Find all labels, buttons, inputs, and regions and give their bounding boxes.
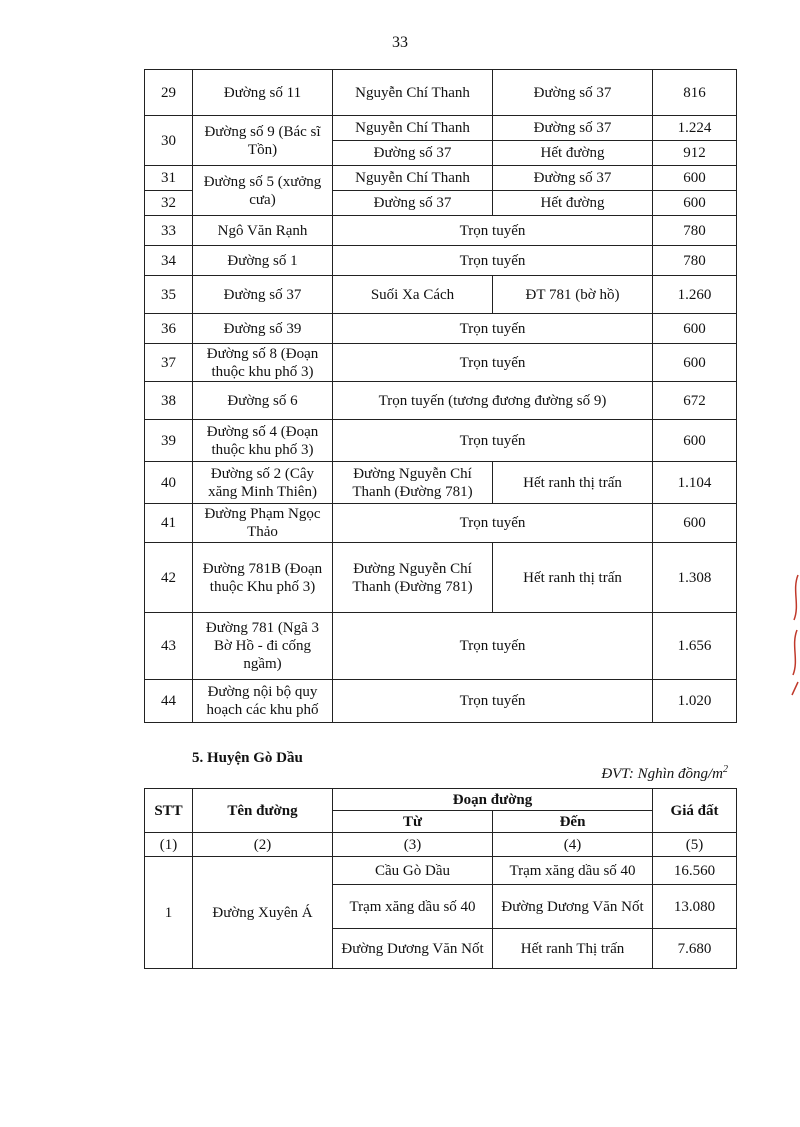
to-cell: Hết ranh thị trấn xyxy=(493,543,653,613)
stt-cell: 1 xyxy=(145,857,193,969)
segment-full-cell: Trọn tuyến xyxy=(333,680,653,723)
stt-cell: 42 xyxy=(145,543,193,613)
segment-full-cell: Trọn tuyến xyxy=(333,613,653,680)
price-cell: 672 xyxy=(653,382,737,420)
unit-label xyxy=(601,764,728,783)
price-cell: 1.224 xyxy=(653,116,737,141)
unit-text: ĐVT: Nghìn đồng/m xyxy=(601,766,723,782)
table-row xyxy=(145,857,737,885)
from-cell: Đường số 37 xyxy=(333,141,493,166)
table-row xyxy=(145,382,737,420)
to-cell: Đường số 37 xyxy=(493,116,653,141)
stt-cell: 30 xyxy=(145,116,193,166)
price-cell: 1.104 xyxy=(653,462,737,504)
road-name-cell: Đường số 37 xyxy=(193,276,333,314)
road-name-cell: Đường số 6 xyxy=(193,382,333,420)
road-name-cell: Đường số 8 (Đoạn thuộc khu phố 3) xyxy=(193,344,333,382)
road-name-cell: Đường Xuyên Á xyxy=(193,857,333,969)
to-cell: Hết đường xyxy=(493,191,653,216)
road-name-cell: Đường số 5 (xưởng cưa) xyxy=(193,166,333,216)
to-cell: Đường số 37 xyxy=(493,166,653,191)
segment-full-cell: Trọn tuyến xyxy=(333,504,653,543)
stt-cell: 29 xyxy=(145,70,193,116)
from-cell: Nguyễn Chí Thanh xyxy=(333,166,493,191)
header-to: Đến xyxy=(493,811,653,833)
segment-full-cell: Trọn tuyến xyxy=(333,420,653,462)
go-dau-land-price-table xyxy=(144,788,737,969)
table-row xyxy=(145,70,737,116)
header-from: Từ xyxy=(333,811,493,833)
table-row xyxy=(145,462,737,504)
index-cell: (1) xyxy=(145,833,193,857)
from-cell: Đường Dương Văn Nốt xyxy=(333,929,493,969)
road-name-cell: Đường số 1 xyxy=(193,246,333,276)
index-row xyxy=(145,833,737,857)
header-segment: Đoạn đường xyxy=(333,789,653,811)
red-stamp-edge xyxy=(788,570,800,700)
segment-full-cell: Trọn tuyến xyxy=(333,344,653,382)
road-name-cell: Đường Phạm Ngọc Thảo xyxy=(193,504,333,543)
price-cell: 600 xyxy=(653,191,737,216)
stt-cell: 43 xyxy=(145,613,193,680)
header-stt: STT xyxy=(145,789,193,833)
price-cell: 16.560 xyxy=(653,857,737,885)
stt-cell: 44 xyxy=(145,680,193,723)
price-cell: 600 xyxy=(653,420,737,462)
price-cell: 816 xyxy=(653,70,737,116)
from-cell: Cầu Gò Dầu xyxy=(333,857,493,885)
table-row xyxy=(145,216,737,246)
section-title: 5. Huyện Gò Dầu xyxy=(192,750,303,766)
table-row xyxy=(145,246,737,276)
index-cell: (3) xyxy=(333,833,493,857)
price-cell: 600 xyxy=(653,344,737,382)
stt-cell: 40 xyxy=(145,462,193,504)
stt-cell: 33 xyxy=(145,216,193,246)
table-row xyxy=(145,680,737,723)
stt-cell: 32 xyxy=(145,191,193,216)
stt-cell: 35 xyxy=(145,276,193,314)
price-cell: 600 xyxy=(653,314,737,344)
to-cell: Hết đường xyxy=(493,141,653,166)
price-cell: 600 xyxy=(653,166,737,191)
to-cell: Đường Dương Văn Nốt xyxy=(493,885,653,929)
header-road-name: Tên đường xyxy=(193,789,333,833)
header-price: Giá đất xyxy=(653,789,737,833)
road-name-cell: Ngô Văn Rạnh xyxy=(193,216,333,246)
road-name-cell: Đường nội bộ quy hoạch các khu phố xyxy=(193,680,333,723)
from-cell: Đường Nguyễn Chí Thanh (Đường 781) xyxy=(333,543,493,613)
to-cell: Đường số 37 xyxy=(493,70,653,116)
segment-full-cell: Trọn tuyến xyxy=(333,246,653,276)
table-row xyxy=(145,504,737,543)
road-name-cell: Đường 781 (Ngã 3 Bờ Hồ - đi cống ngầm) xyxy=(193,613,333,680)
road-name-cell: Đường số 2 (Cây xăng Minh Thiên) xyxy=(193,462,333,504)
segment-full-cell: Trọn tuyến (tương đương đường số 9) xyxy=(333,382,653,420)
road-name-cell: Đường 781B (Đoạn thuộc Khu phố 3) xyxy=(193,543,333,613)
from-cell: Đường Nguyễn Chí Thanh (Đường 781) xyxy=(333,462,493,504)
unit-superscript: 2 xyxy=(723,764,728,775)
page-number: 33 xyxy=(392,34,408,51)
header-row xyxy=(145,789,737,811)
price-cell: 13.080 xyxy=(653,885,737,929)
price-cell: 1.308 xyxy=(653,543,737,613)
to-cell: Trạm xăng dầu số 40 xyxy=(493,857,653,885)
to-cell: ĐT 781 (bờ hồ) xyxy=(493,276,653,314)
index-cell: (4) xyxy=(493,833,653,857)
from-cell: Nguyễn Chí Thanh xyxy=(333,70,493,116)
price-cell: 1.020 xyxy=(653,680,737,723)
table-row xyxy=(145,116,737,141)
stt-cell: 34 xyxy=(145,246,193,276)
to-cell: Hết ranh Thị trấn xyxy=(493,929,653,969)
stt-cell: 39 xyxy=(145,420,193,462)
table-row xyxy=(145,344,737,382)
road-name-cell: Đường số 4 (Đoạn thuộc khu phố 3) xyxy=(193,420,333,462)
segment-full-cell: Trọn tuyến xyxy=(333,216,653,246)
price-cell: 1.260 xyxy=(653,276,737,314)
stt-cell: 31 xyxy=(145,166,193,191)
index-cell: (2) xyxy=(193,833,333,857)
table-row xyxy=(145,613,737,680)
to-cell: Hết ranh thị trấn xyxy=(493,462,653,504)
table-row xyxy=(145,276,737,314)
road-name-cell: Đường số 39 xyxy=(193,314,333,344)
index-cell: (5) xyxy=(653,833,737,857)
price-cell: 7.680 xyxy=(653,929,737,969)
stt-cell: 41 xyxy=(145,504,193,543)
table-row xyxy=(145,543,737,613)
price-cell: 600 xyxy=(653,504,737,543)
stt-cell: 36 xyxy=(145,314,193,344)
price-cell: 912 xyxy=(653,141,737,166)
stt-cell: 37 xyxy=(145,344,193,382)
road-name-cell: Đường số 9 (Bác sĩ Tồn) xyxy=(193,116,333,166)
table-row xyxy=(145,420,737,462)
from-cell: Nguyễn Chí Thanh xyxy=(333,116,493,141)
price-cell: 1.656 xyxy=(653,613,737,680)
table-row xyxy=(145,314,737,344)
price-cell: 780 xyxy=(653,246,737,276)
from-cell: Suối Xa Cách xyxy=(333,276,493,314)
road-name-cell: Đường số 11 xyxy=(193,70,333,116)
land-price-table-continued xyxy=(144,69,737,723)
segment-full-cell: Trọn tuyến xyxy=(333,314,653,344)
price-cell: 780 xyxy=(653,216,737,246)
from-cell: Trạm xăng dầu số 40 xyxy=(333,885,493,929)
table-row xyxy=(145,166,737,191)
stt-cell: 38 xyxy=(145,382,193,420)
from-cell: Đường số 37 xyxy=(333,191,493,216)
